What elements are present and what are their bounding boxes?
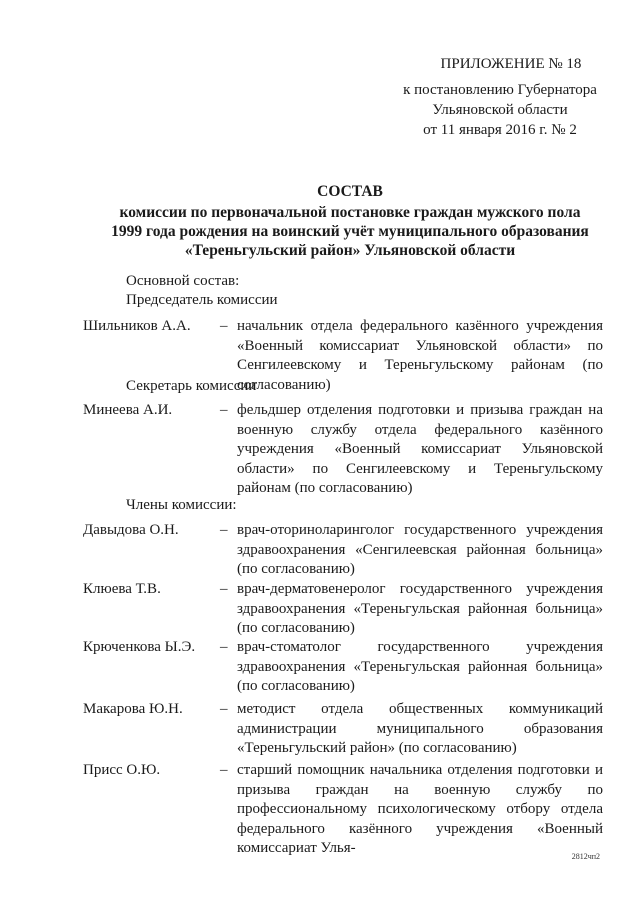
member-name: Давыдова О.Н.	[83, 522, 179, 538]
member-dash: –	[220, 402, 228, 418]
member-role: фельдшер отделения подготовки и призыва граждан на военную службу отдела федерального казённого учреждения «Военный комиссариат Ульяновской области» по Сенгилеевскому и Тереньгульскому районам (по согласованию)	[237, 402, 603, 496]
appendix-number: ПРИЛОЖЕНИЕ № 18	[440, 56, 582, 72]
section-chair: Председатель комиссии	[126, 292, 278, 308]
member-dash: –	[220, 522, 228, 538]
title-heading: СОСТАВ	[317, 183, 383, 200]
member-name: Клюева Т.В.	[83, 581, 161, 597]
member-role: методист отдела общественных коммуникаций администрации муниципального образования «Тереньгульский район» (по согласованию)	[237, 701, 603, 756]
member-role: врач-оториноларинголог государственного учреждения здравоохранения «Сенгилеевская районная больница» (по согласованию)	[237, 522, 603, 577]
member-dash: –	[220, 581, 228, 597]
section-main: Основной состав:	[126, 273, 240, 289]
member-name: Шильников А.А.	[83, 318, 191, 334]
member-name: Крюченкова Ы.Э.	[83, 639, 196, 655]
member-role: старший помощник начальника отделения подготовки и призыва граждан на военную службу по профессиональному психологическому отбору отдела федерального казённого учреждения «Военный комиссариат Улья-	[237, 762, 603, 856]
section-secretary: Секретарь комиссии	[126, 378, 257, 394]
footer-code: 2812чп2	[571, 852, 600, 861]
member-dash: –	[220, 318, 228, 334]
appendix-header	[400, 54, 600, 140]
member-role: начальник отдела федерального казённого учреждения «Военный комиссариат Ульяновской области» по Сенгилеевскому и Тереньгульскому районам (по согласованию)	[237, 318, 603, 393]
title-line-2: 1999 года рождения на воинский учёт муниципального образования	[111, 223, 589, 240]
member-name: Минеева А.И.	[83, 402, 173, 418]
member-dash: –	[220, 762, 228, 778]
appendix-line-3: от 11 января 2016 г. № 2	[423, 122, 577, 138]
appendix-line-1: к постановлению Губернатора	[403, 82, 597, 98]
member-name: Присс О.Ю.	[83, 762, 161, 778]
appendix-line-2: Ульяновской области	[432, 102, 568, 118]
member-dash: –	[220, 639, 228, 655]
member-role: врач-стоматолог государственного учреждения здравоохранения «Тереньгульская районная больница» (по согласованию)	[237, 639, 603, 694]
title-line-3: «Тереньгульский район» Ульяновской области	[184, 242, 516, 259]
member-name: Макарова Ю.Н.	[83, 701, 183, 717]
member-role: врач-дерматовенеролог государственного учреждения здравоохранения «Тереньгульская районная больница» (по согласованию)	[237, 581, 603, 636]
document-title	[80, 182, 620, 260]
member-dash: –	[220, 701, 228, 717]
title-line-1: комиссии по первоначальной постановке граждан мужского пола	[119, 204, 581, 221]
section-members: Члены комиссии:	[126, 497, 237, 513]
